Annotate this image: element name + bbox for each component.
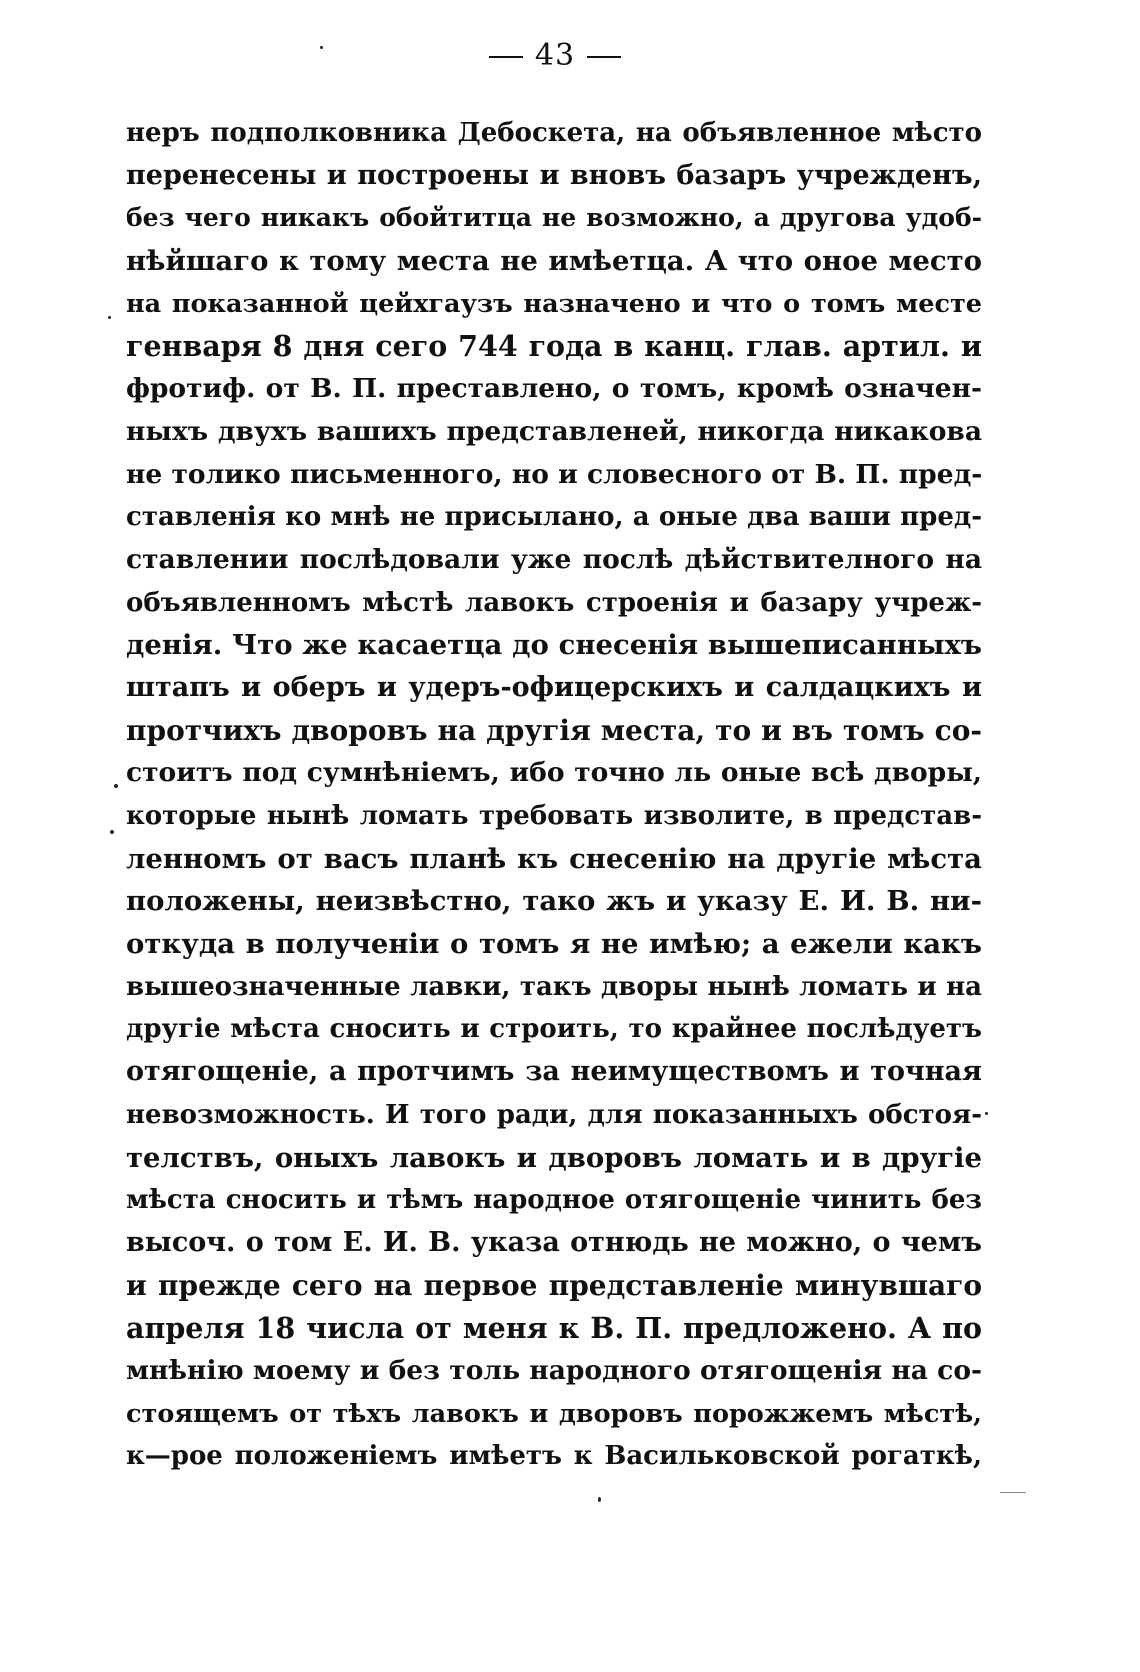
text-line: ныхъ двухъ вашихъ представленей, никогда никакова: [126, 415, 982, 447]
text-line: неръ подполковника Дебоскета, на объявленное мѣсто: [126, 118, 982, 148]
text-line: фротиф. от В. П. преставлено, о томъ, кромѣ означен-: [126, 373, 982, 405]
text-line: высоч. о том Е. И. В. указа отнюдь не можно, о чемъ: [126, 1226, 982, 1258]
text-line: нѣйшаго к тому места не имѣетца. А что оное место: [126, 245, 982, 278]
body-text: [126, 112, 982, 1478]
print-speck: [114, 784, 118, 788]
text-line: генваря 8 дня сего 744 года в канц. глав. артил. и: [126, 329, 982, 364]
text-line: ставленія ко мнѣ не присылано, а оные два ваши пред-: [126, 502, 982, 533]
print-speck: [985, 1112, 988, 1115]
print-speck: [598, 1497, 601, 1502]
text-line: протчихъ дворовъ на другія места, то и въ томъ со-: [126, 713, 982, 747]
text-line: на показанной цейхгаузъ назначено и что о томъ месте: [126, 288, 982, 319]
text-line: и прежде сего на первое представленіе минувшаго: [126, 1268, 982, 1302]
print-speck: [110, 830, 114, 834]
text-line: стоящемъ от тѣхъ лавокъ и дворовъ порожжемъ мѣстѣ,: [126, 1398, 982, 1429]
text-line: без чего никакъ обойтитца не возможно, а другова удоб-: [126, 203, 982, 233]
page-number: 43: [534, 38, 576, 73]
text-line: телствъ, оныхъ лавокъ и дворовъ ломать и в другіе: [126, 1141, 982, 1174]
right-dash: [587, 56, 621, 58]
text-line: ленномъ от васъ планѣ къ снесенію на другіе мѣста: [126, 842, 982, 875]
text-line: объявленномъ мѣстѣ лавокъ строенія и базару учреж-: [126, 587, 982, 618]
left-dash: [489, 56, 523, 58]
text-line: невозможность. И того ради, для показанныхъ обстоя-: [126, 1099, 982, 1130]
text-line: которые нынѣ ломать требовать изволите, в представ-: [126, 801, 982, 831]
text-line: денія. Что же касаетца до снесенія вышеписанныхъ: [126, 629, 982, 662]
text-line: ставлении послѣдовали уже послѣ дѣйствителного на: [126, 543, 982, 575]
text-line: мнѣнію моему и без толь народного отягощенія на со-: [126, 1354, 982, 1386]
text-line: отягощеніе, а протчимъ за неимуществомъ и точная: [126, 1056, 982, 1088]
text-line: стоитъ под сумнѣніемъ, ибо точно ль оные всѣ дворы,: [126, 757, 982, 789]
margin-mark: [1000, 1492, 1026, 1493]
text-line: штапъ и оберъ и удеръ-офицерскихъ и салдацкихъ и: [126, 671, 982, 703]
text-line: перенесены и построены и вновъ базаръ учрежденъ,: [126, 159, 982, 191]
text-line: к—рое положеніемъ имѣетъ к Васильковской рогаткѣ,: [126, 1441, 982, 1472]
print-speck: [108, 316, 111, 319]
text-line: откуда в полученіи о томъ я не имѣю; а ежели какъ: [126, 928, 982, 961]
print-speck: [320, 46, 323, 49]
text-line: положены, неизвѣстно, тако жъ и указу Е. И. В. ни-: [126, 885, 982, 918]
text-line: апреля 18 числа от меня к В. П. предложено. А по: [126, 1311, 982, 1346]
page-number-header: [0, 38, 1110, 73]
text-line: вышеозначенные лавки, такъ дворы нынѣ ломать и на: [126, 971, 982, 1002]
text-line: мѣста сносить и тѣмъ народное отягощеніе чинить без: [126, 1185, 982, 1216]
text-line: другіе мѣста сносить и строить, то крайнее послѣдуетъ: [126, 1014, 982, 1045]
text-line: не толико письменного, но и словесного от В. П. пред-: [126, 458, 982, 490]
